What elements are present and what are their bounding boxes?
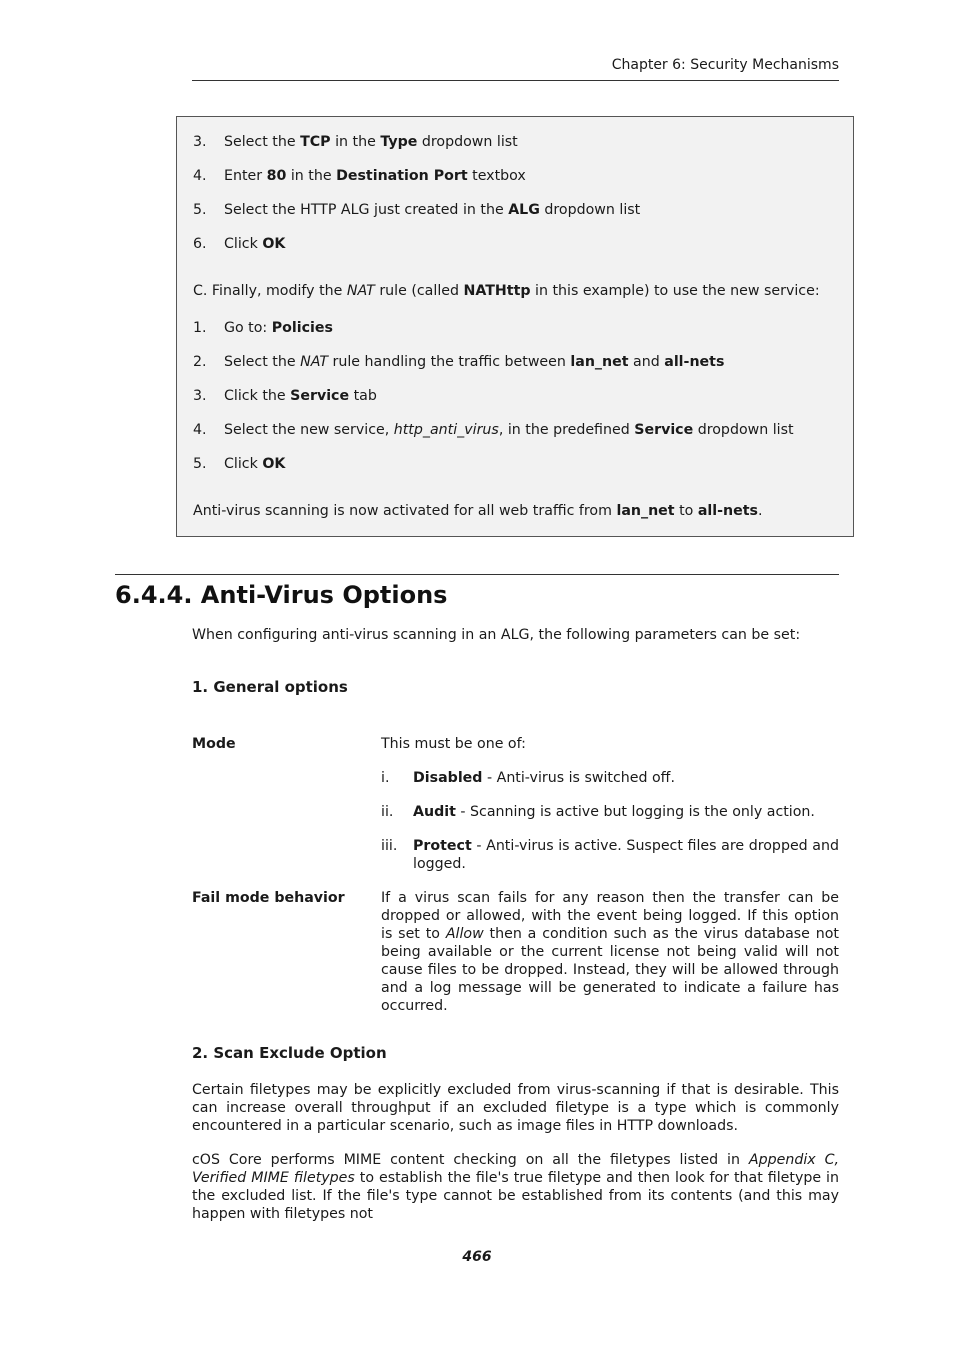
header-rule bbox=[192, 80, 839, 81]
step-number: 1. bbox=[193, 320, 207, 336]
step-text: Go to: Policies bbox=[224, 320, 333, 336]
step-number: 3. bbox=[193, 388, 207, 404]
step-number: 5. bbox=[193, 202, 207, 218]
mode-item: Disabled - Anti-virus is switched off. bbox=[413, 770, 675, 786]
mode-item-number: iii. bbox=[381, 838, 398, 854]
step-text: Click OK bbox=[224, 236, 286, 252]
running-header: Chapter 6: Security Mechanisms bbox=[611, 57, 839, 73]
box-conclusion: Anti-virus scanning is now activated for all web traffic from lan_net to all-nets. bbox=[193, 503, 763, 519]
mode-item: Protect - Anti-virus is active. Suspect files are dropped and logged. bbox=[413, 838, 839, 872]
mime-check-paragraph: cOS Core performs MIME content checking on all the filetypes listed in Appendix C, Verified MIME filetypes to establish the file's true filetype and then look for that filetype in the excluded list. If the file's type cannot be established from its contents (and this may happen with filetypes not bbox=[192, 1152, 839, 1222]
mode-item: Audit - Scanning is active but logging is the only action. bbox=[413, 804, 815, 820]
step-number: 2. bbox=[193, 354, 207, 370]
step-text: Select the NAT rule handling the traffic between lan_net and all-nets bbox=[224, 354, 725, 370]
section-intro: When configuring anti-virus scanning in an ALG, the following parameters can be set: bbox=[192, 627, 801, 643]
step-text: Click OK bbox=[224, 456, 286, 472]
step-number: 3. bbox=[193, 134, 207, 150]
step-number: 4. bbox=[193, 168, 207, 184]
step-text: Select the new service, http_anti_virus, in the predefined Service dropdown list bbox=[224, 422, 794, 438]
step-number: 6. bbox=[193, 236, 207, 252]
step-text: Enter 80 in the Destination Port textbox bbox=[224, 168, 526, 184]
step-number: 4. bbox=[193, 422, 207, 438]
page-number: 466 bbox=[462, 1249, 492, 1265]
fail-mode-description: If a virus scan fails for any reason then the transfer can be dropped or allowed, with the event being logged. If this option is set to Allow then a condition such as the virus database not being available or the current license not being valid will not cause files to be dropped. Instead, they will be allowed through and a log message will be generated to indicate a failure has occurred. bbox=[381, 890, 839, 1014]
general-options-heading: 1. General options bbox=[192, 678, 348, 696]
step-text: Click the Service tab bbox=[224, 388, 377, 404]
step-text: Select the HTTP ALG just created in the ALG dropdown list bbox=[224, 202, 641, 218]
scan-exclude-paragraph: Certain filetypes may be explicitly excluded from virus-scanning if that is desirable. This can increase overall throughput if an excluded filetype is a type which is commonly encountered in a particular scenario, such as image files in HTTP downloads. bbox=[192, 1082, 839, 1134]
section-rule bbox=[115, 574, 839, 575]
scan-exclude-heading: 2. Scan Exclude Option bbox=[192, 1044, 387, 1062]
fail-mode-term: Fail mode behavior bbox=[192, 890, 345, 906]
section-title: 6.4.4. Anti-Virus Options bbox=[115, 581, 448, 609]
part-c-intro: C. Finally, modify the NAT rule (called NATHttp in this example) to use the new service: bbox=[193, 283, 820, 299]
example-box bbox=[176, 116, 854, 537]
mode-term: Mode bbox=[192, 736, 236, 752]
mode-item-number: ii. bbox=[381, 804, 394, 820]
mode-item-number: i. bbox=[381, 770, 390, 786]
mode-description: This must be one of: bbox=[381, 736, 526, 752]
step-text: Select the TCP in the Type dropdown list bbox=[224, 134, 518, 150]
step-number: 5. bbox=[193, 456, 207, 472]
